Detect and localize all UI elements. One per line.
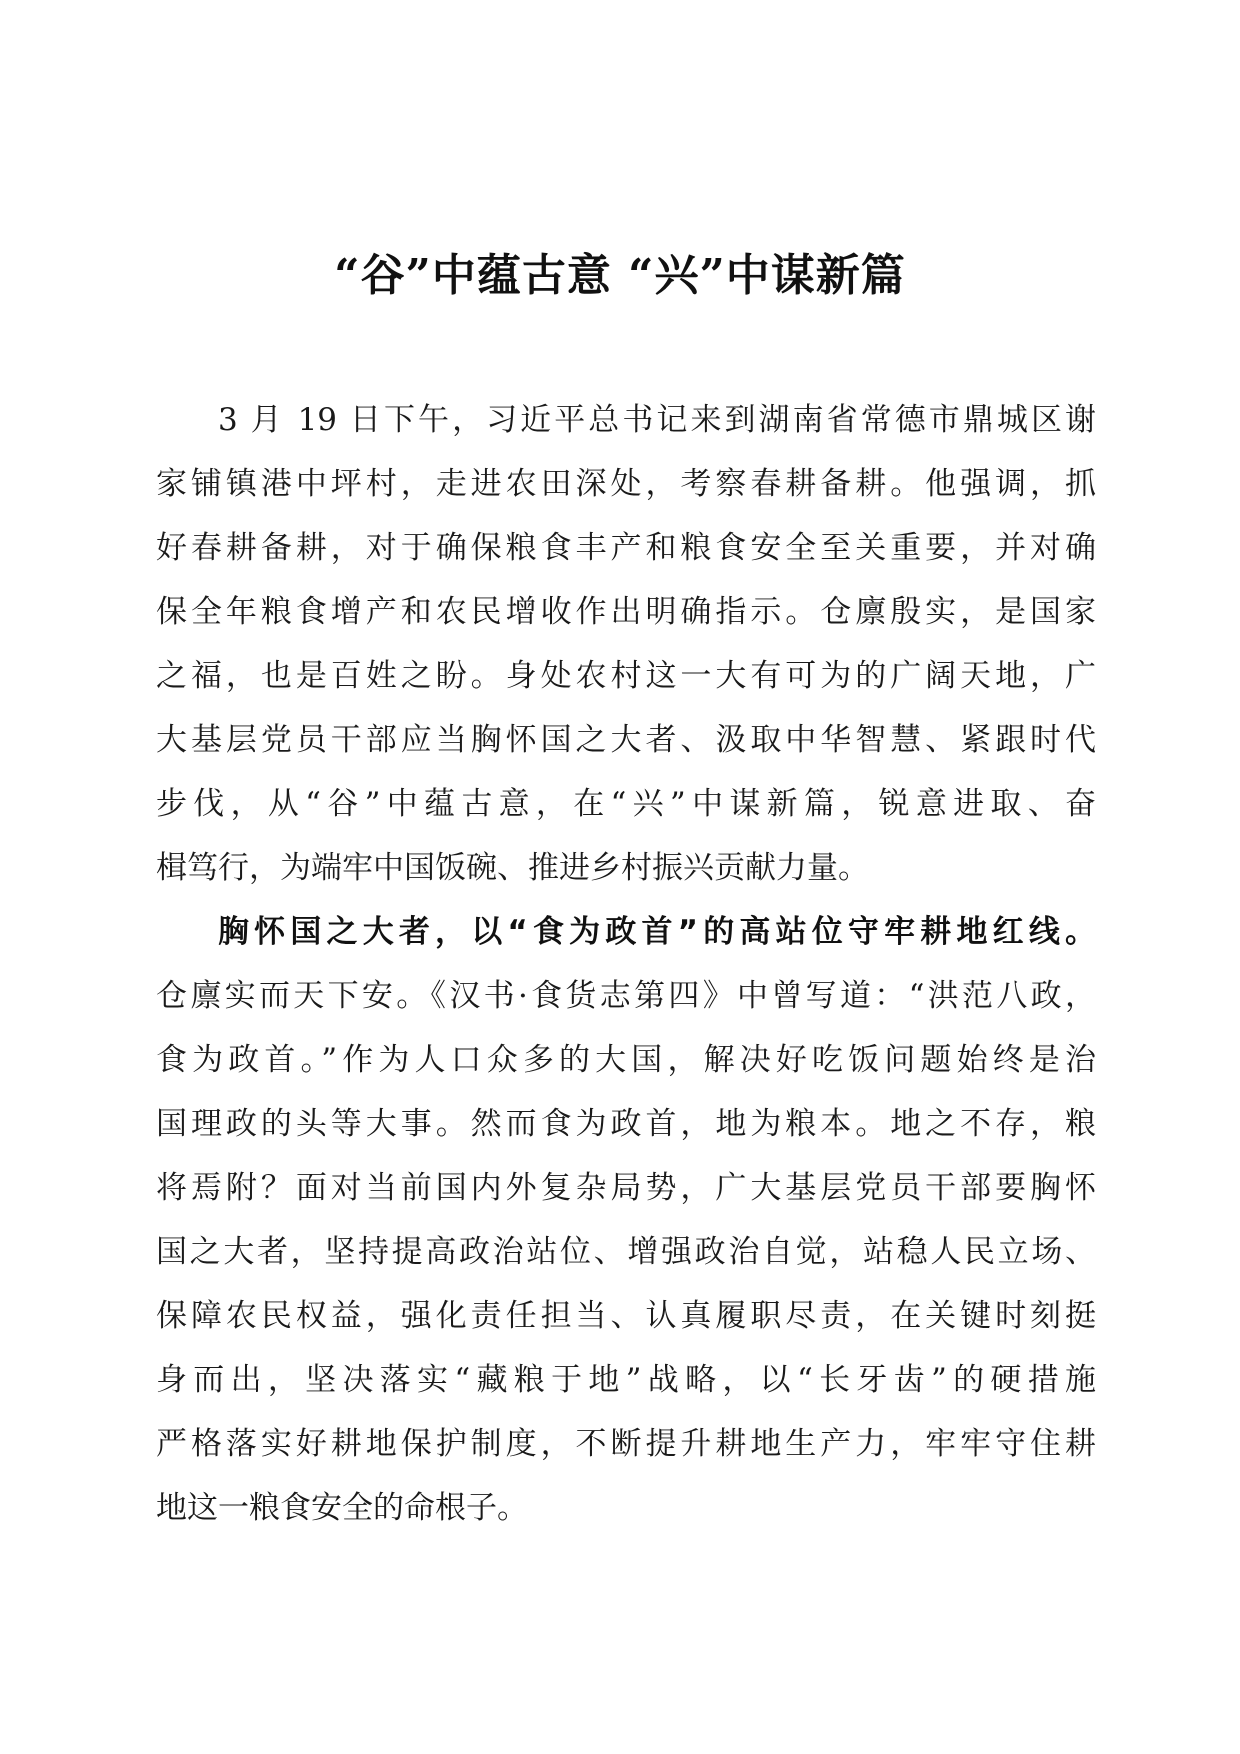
paragraph-1-line-1: 3 月 19 日下午，习近平总书记来到湖南省常德市鼎城区谢: [218, 402, 1096, 438]
paragraph-2-line-2: 食为政首。”作为人口众多的大国，解决好吃饭问题始终是治: [156, 1042, 1096, 1078]
paragraph-1-line-8: 楫笃行，为端牢中国饭碗、推进乡村振兴贡献力量。: [156, 850, 869, 886]
paragraph-2-line-6: 保障农民权益，强化责任担当、认真履职尽责，在关键时刻挺: [156, 1298, 1096, 1334]
paragraph-1-line-3: 好春耕备耕，对于确保粮食丰产和粮食安全至关重要，并对确: [156, 530, 1096, 566]
paragraph-2-line-5: 国之大者，坚持提高政治站位、增强政治自觉，站稳人民立场、: [156, 1234, 1096, 1270]
paragraph-1-line-6: 大基层党员干部应当胸怀国之大者、汲取中华智慧、紧跟时代: [156, 722, 1096, 758]
paragraph-2-line-9: 地这一粮食安全的命根子。: [156, 1490, 528, 1526]
paragraph-1-line-7: 步伐，从“谷”中蕴古意，在“兴”中谋新篇，锐意进取、奋: [156, 786, 1096, 822]
paragraph-2-line-1: 仓廪实而天下安。《汉书·食货志第四》中曾写道：“洪范八政，: [156, 978, 1096, 1014]
paragraph-1-line-5: 之福，也是百姓之盼。身处农村这一大有可为的广阔天地，广: [156, 658, 1096, 694]
paragraph-1-line-2: 家铺镇港中坪村，走进农田深处，考察春耕备耕。他强调，抓: [156, 466, 1096, 502]
paragraph-2-line-3: 国理政的头等大事。然而食为政首，地为粮本。地之不存，粮: [156, 1106, 1096, 1142]
paragraph-2-line-4: 将焉附？面对当前国内外复杂局势，广大基层党员干部要胸怀: [156, 1170, 1096, 1206]
paragraph-2-line-8: 严格落实好耕地保护制度，不断提升耕地生产力，牢牢守住耕: [156, 1426, 1096, 1462]
paragraph-1-line-4: 保全年粮食增产和农民增收作出明确指示。仓廪殷实，是国家: [156, 594, 1096, 630]
paragraph-2-line-7: 身而出，坚决落实“藏粮于地”战略，以“长牙齿”的硬措施: [156, 1362, 1096, 1398]
paragraph-2-heading: 胸怀国之大者，以“食为政首”的高站位守牢耕地红线。: [218, 914, 1096, 950]
document-title: “谷”中蕴古意 “兴”中谋新篇: [334, 250, 906, 301]
